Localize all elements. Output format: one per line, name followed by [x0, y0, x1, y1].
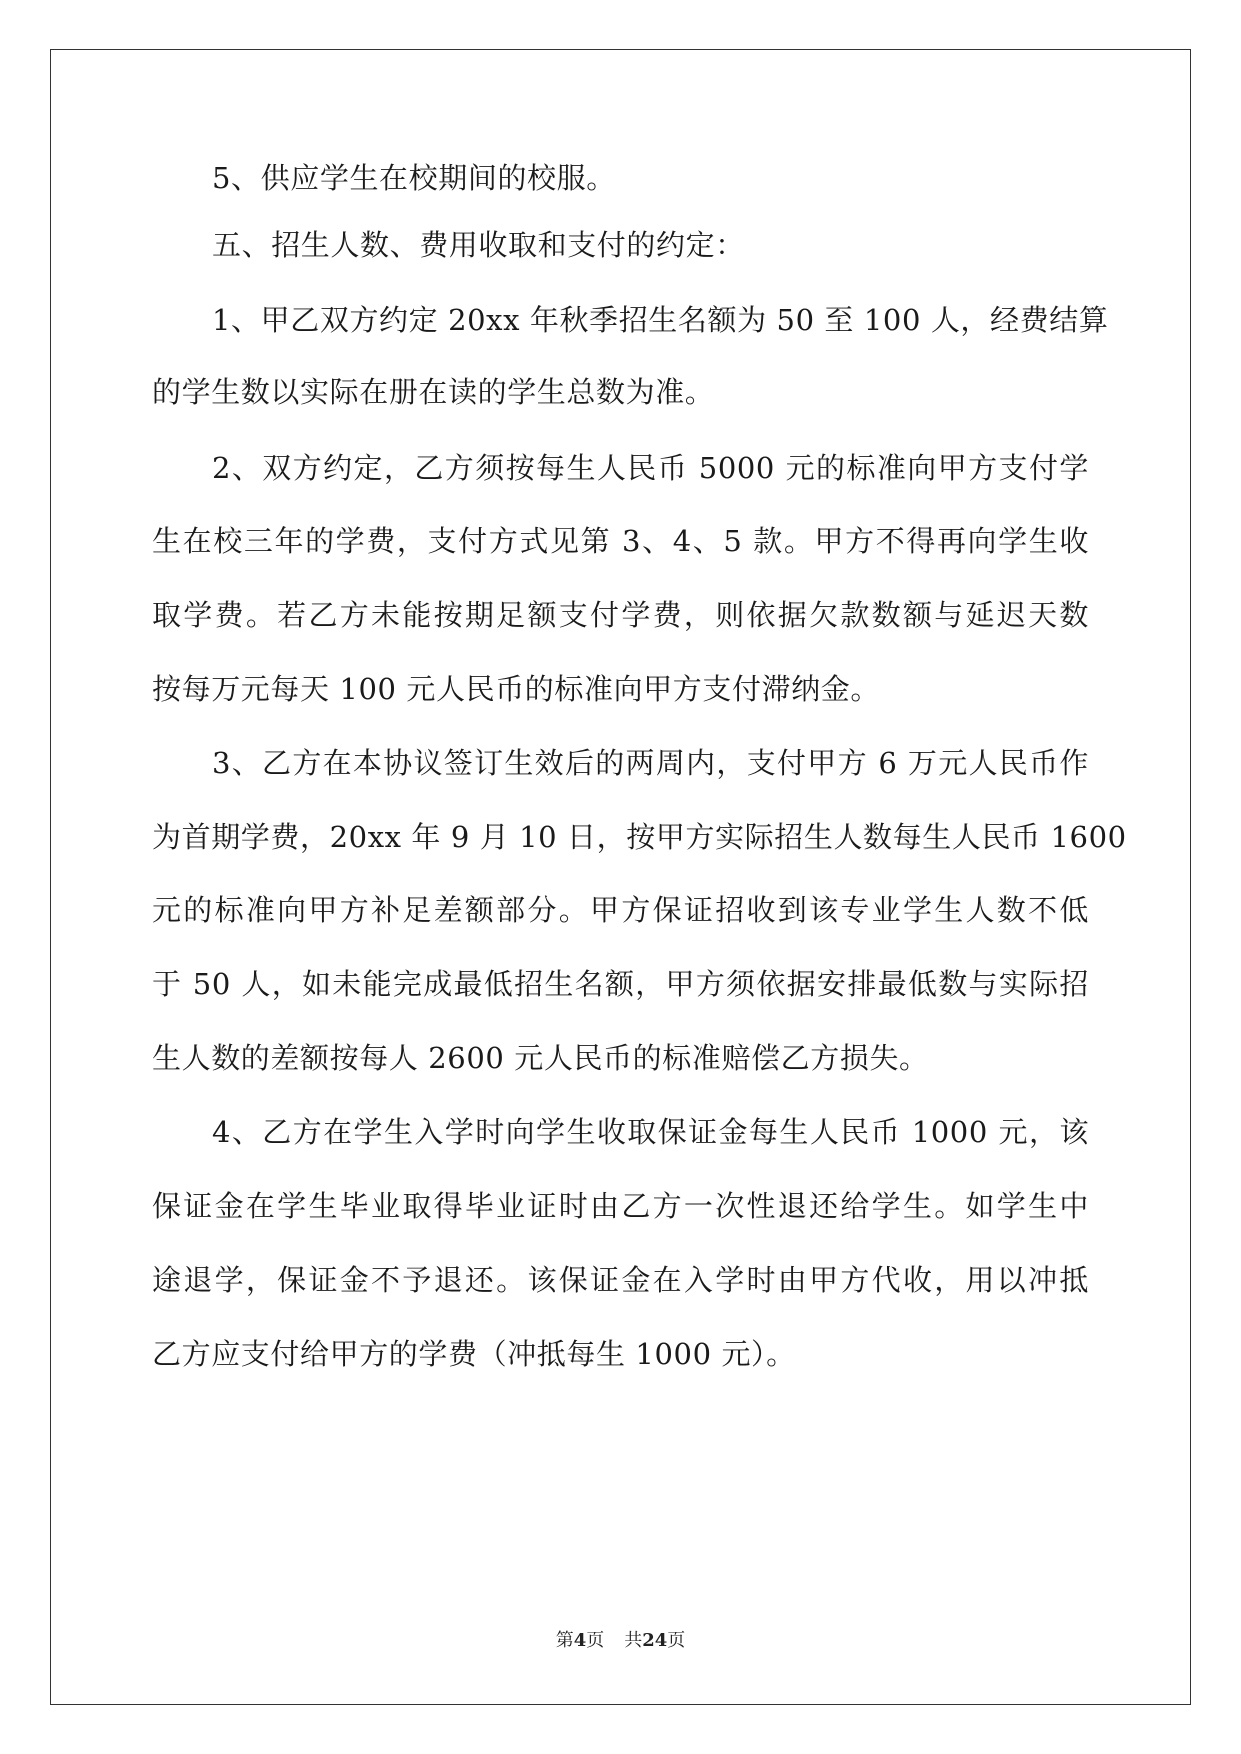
paragraph-line: 2、双方约定，乙方须按每生人民币 5000 元的标准向甲方支付学 — [212, 451, 1089, 485]
paragraph-line: 于 50 人，如未能完成最低招生名额，甲方须依据安排最低数与实际招 — [152, 967, 1089, 1001]
paragraph-line: 4、乙方在学生入学时向学生收取保证金每生人民币 1000 元，该 — [212, 1115, 1089, 1149]
total-pages: 24 — [642, 1630, 668, 1651]
paragraph-line: 的学生数以实际在册在读的学生总数为准。 — [152, 375, 715, 409]
paragraph-line: 1、甲乙双方约定 20xx 年秋季招生名额为 50 至 100 人，经费结算 — [212, 303, 1109, 337]
paragraph-line: 乙方应支付给甲方的学费（冲抵每生 1000 元）。 — [152, 1337, 796, 1371]
total-prefix: 共 — [624, 1630, 643, 1651]
paragraph-line: 为首期学费，20xx 年 9 月 10 日，按甲方实际招生人数每生人民币 1600 — [152, 820, 1127, 854]
page-border — [50, 49, 1191, 1705]
paragraph-line: 按每万元每天 100 元人民币的标准向甲方支付滞纳金。 — [152, 672, 880, 706]
paragraph-line: 保证金在学生毕业取得毕业证时由乙方一次性退还给学生。如学生中 — [152, 1189, 1089, 1223]
paragraph-line: 3、乙方在本协议签订生效后的两周内，支付甲方 6 万元人民币作 — [212, 746, 1089, 780]
section-heading: 五、招生人数、费用收取和支付的约定： — [212, 228, 745, 262]
paragraph-line: 5、供应学生在校期间的校服。 — [212, 161, 616, 195]
paragraph-line: 生人数的差额按每人 2600 元人民币的标准赔偿乙方损失。 — [152, 1041, 929, 1075]
paragraph-line: 生在校三年的学费，支付方式见第 3、4、5 款。甲方不得再向学生收 — [152, 524, 1089, 558]
paragraph-line: 元的标准向甲方补足差额部分。甲方保证招收到该专业学生人数不低 — [152, 893, 1089, 927]
page-footer — [0, 1629, 1241, 1653]
page-suffix: 页 — [586, 1630, 605, 1651]
paragraph-line: 途退学，保证金不予退还。该保证金在入学时由甲方代收，用以冲抵 — [152, 1263, 1089, 1297]
total-suffix: 页 — [667, 1630, 686, 1651]
paragraph-line: 取学费。若乙方未能按期足额支付学费，则依据欠款数额与延迟天数 — [152, 598, 1089, 632]
page-prefix: 第 — [555, 1630, 574, 1651]
page-number: 4 — [573, 1630, 587, 1651]
